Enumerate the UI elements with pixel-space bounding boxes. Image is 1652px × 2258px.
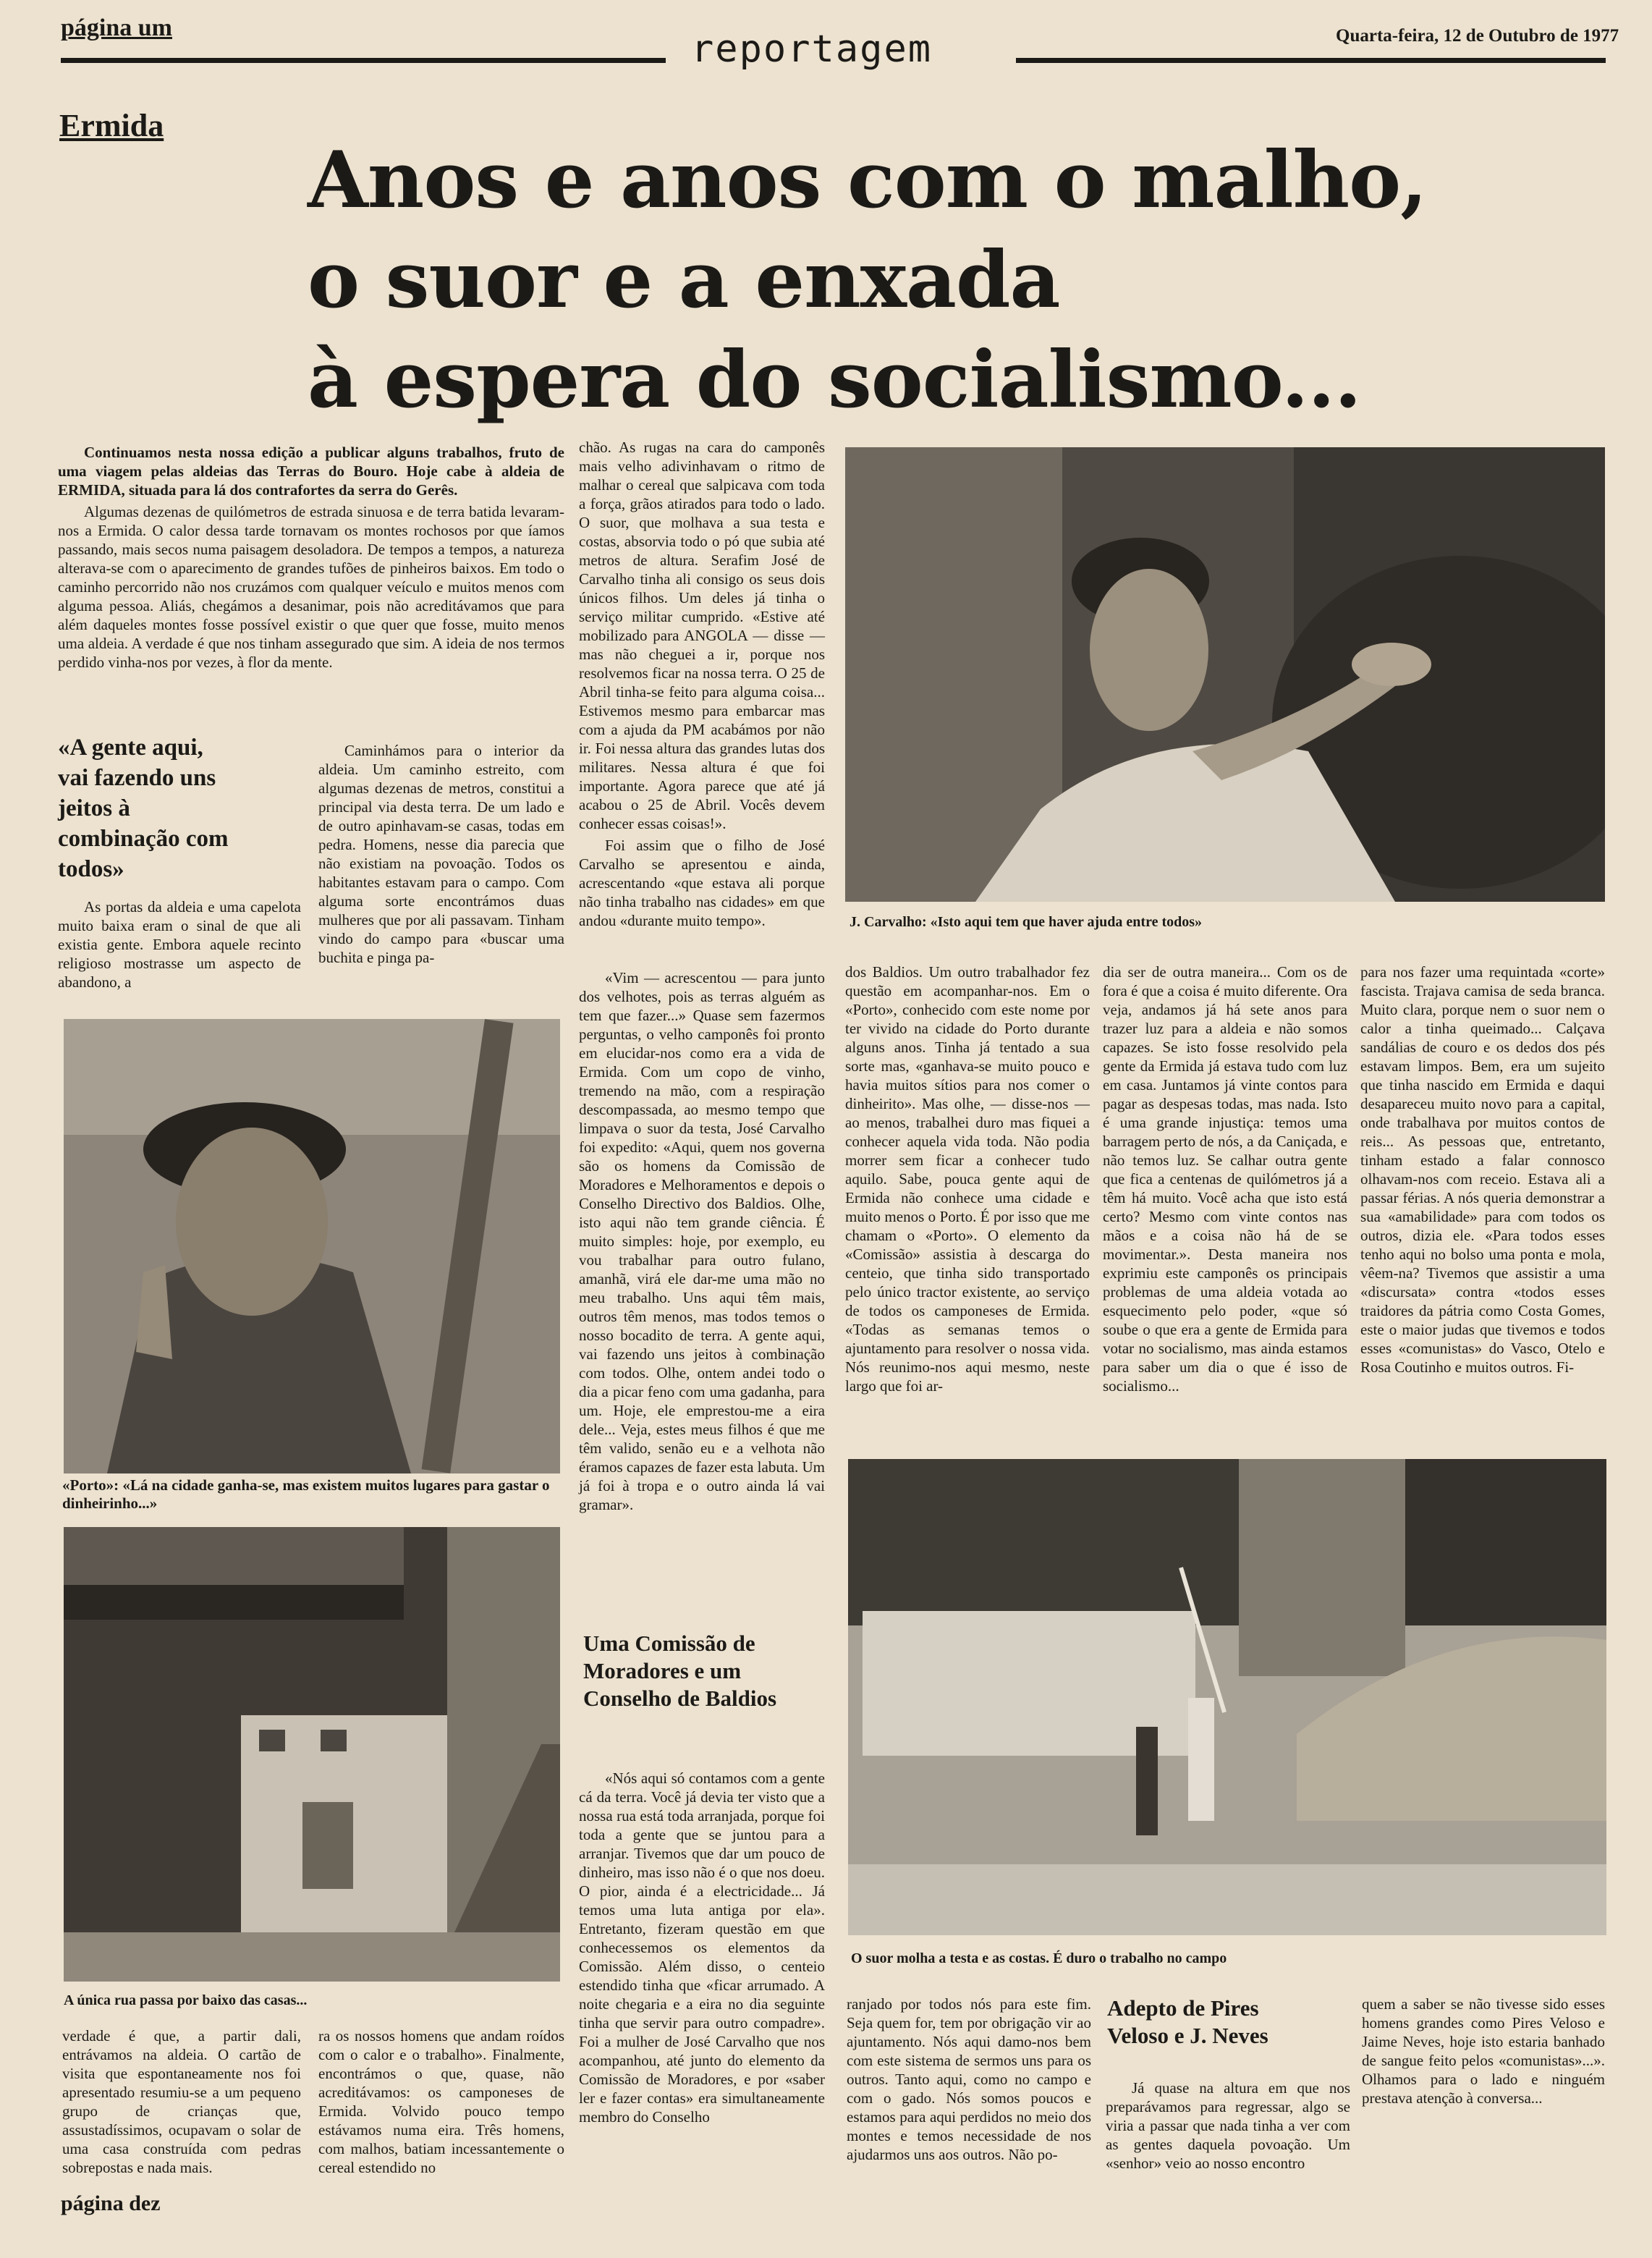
column-1-mid xyxy=(58,897,301,994)
paragraph: verdade é que, a partir dali, entrávamos na aldeia. O cartão de visita que espontaneamente nos foi apresentado resumiu-se a um pequeno grupo de crianças que, assustadíssimos, ocupavam o solar de uma casa construída com pedras sobrepostas e nada mais. xyxy=(62,2027,301,2176)
photo-street-image xyxy=(64,1527,560,1982)
photo-street xyxy=(64,1527,560,1982)
photo-carvalho-image xyxy=(845,447,1605,902)
headline xyxy=(308,130,1436,430)
issue-date: Quarta-feira, 12 de Outubro de 1977 xyxy=(1336,26,1619,46)
headline-line-3: à espera do socialismo... xyxy=(308,334,1361,426)
column-2-bottom xyxy=(318,2026,564,2180)
caption-field: O suor molha a testa e as costas. É duro o trabalho no campo xyxy=(851,1950,1227,1966)
header-rule-left xyxy=(61,58,666,63)
paragraph: «Vim — acrescentou — para junto dos velhotes, pois as terras alguém as tem que fazer...» Quase sem fazermos perguntas, o velho camponês foi pronto em elucidar-nos como era a vida de Ermida. Com um copo de vinho, tremendo na mão, com a respiração descompassada, ao mesmo tempo que limpava o suor da testa, José Carvalho foi expedito: «Aqui, quem nos governa são os homens da Comissão de Moradores e Melhoramentos e depois o Conselho Directivo dos Baldios. Olhe, isto aqui não tem grande ciência. É muito simples: hoje, por exemplo, eu vou trabalhar para outro fulano, amanhã, virá ele dar-me uma mão no meu trabalho. Uns aqui têm mais, outros têm menos, mas todos temos o nosso bocadito de terra. A gente aqui, vai fazendo uns jeitos à combinação com todos. Olhe, ontem andei todo o dia a picar feno com uma gadanha, para um. Hoje, ele emprestou-me a eira dele... Veja, estes meus filhos é que me têm valido, senão eu e a velhota não éramos capazes de fazer esta labuta. Um já foi à tropa e o outro ainda lá vai gramar». xyxy=(579,969,825,1513)
paragraph: quem a saber se não tivesse sido esses homens grandes como Pires Veloso e Jaime Neves, hoje isto estaria banhado de sangue feito pelos «comunistas»...». Olhamos para o lado e ninguém prestava atenção à conversa... xyxy=(1362,1995,1605,2107)
kicker: Ermida xyxy=(59,108,164,143)
caption-porto: «Porto»: «Lá na cidade ganha-se, mas existem muitos lugares para gastar o dinheirinho...» xyxy=(62,1476,550,1512)
column-1-bottom xyxy=(62,2026,301,2180)
column-5-mid xyxy=(1103,963,1347,1398)
paragraph: chão. As rugas na cara do camponês mais velho adivinhavam o ritmo de malhar o cereal que salpicava com toda a força, grãos atirados para todo o lado. O suor, que molhava a sua testa e costas, absorvia todo o pó que subia até metros de altura. Serafim José de Carvalho tinha ali consigo os seus dois únicos filhos. Um deles já tinha o serviço militar cumprido. «Estive até mobilizado para ANGOLA — disse — mas não cheguei a ir, porque nos resolvemos ficar na nossa terra. O 25 de Abril tinha-se feito para alguma coisa... Estivemos mesmo para embarcar mas com a ajuda da PM acabámos por não ir. Foi nessa altura das grandes lutas dos militares. Nessa altura é que foi importante. Agora parece que até já acabou o 25 de Abril. Vocês devem conhecer essas coisas!». xyxy=(579,439,825,832)
photo-field xyxy=(848,1459,1606,1935)
paragraph: «Nós aqui só contamos com a gente cá da terra. Você já devia ter visto que a nossa rua está toda arranjada, porque foi toda a gente que se juntou para a arranjar. Tivemos que dar um pouco de dinheiro, mas isso não é o que nos doeu. O pior, ainda é a electricidade... Já temos uma luta antiga por ela». Entretanto, fizeram questão em que conhecessemos os elementos da Comissão. Além disso, o centeio estendido tinha que «ficar arrumado. A noite chegaria e a eira no dia seguinte tinha que servir para outro compadre». Foi a mulher de José Carvalho que nos acompanhou, até junto do elemento da Comissão de Moradores, e por «saber ler e fazer contas» era simultaneamente membro do Conselho xyxy=(579,1769,825,2126)
column-3-bottom xyxy=(579,1769,825,2129)
section-label-left: página um xyxy=(61,14,172,41)
paragraph: As portas da aldeia e uma capelota muito baixa eram o sinal de que ali existia gente. Embora aquele recinto religioso mostrasse um aspecto de abandono, a xyxy=(58,898,301,991)
photo-porto-image xyxy=(64,1019,560,1473)
header-rule-right xyxy=(1016,58,1606,63)
headline-line-1: Anos e anos com o malho, xyxy=(308,135,1427,226)
column-6-bottom xyxy=(1362,1995,1605,2110)
column-4-mid xyxy=(845,963,1090,1398)
paragraph: Foi assim que o filho de José Carvalho se apresentou e ainda, acrescentando «que estava ali porque não tinha trabalho nas cidades» em que andou «durante muito tempo». xyxy=(579,837,825,929)
article-intro xyxy=(58,443,564,675)
headline-line-2: o suor e a enxada xyxy=(308,234,1060,326)
photo-field-image xyxy=(848,1459,1606,1935)
paragraph: dia ser de outra maneira... Com os de fora é que a coisa é muito diferente. Ora veja, andamos já há sete anos para trazer luz para a aldeia e não somos capazes. Se isto fosse resolvido pela gente da Ermida já estava tudo com luz em casa. Juntamos já vinte contos para pagar as despesas todas, mas nada. Isto é uma grande injustiça: temos uma barragem perto de nós, a da Caniçada, e não temos luz. Se calhar outra gente que fica a centenas de quilómetros já a têm há muito. Você acha que isto está certo? Mesmo com vinte contos nas mãos e a coisa não há de se movimentar.». Desta maneira nos exprimiu este camponês os principais problemas de uma aldeia votada ao esquecimento pelo poder, «que só soube o que era a gente de Ermida para votar no socialismo, mas ainda estamos para saber um dia o que é isso de socialismo... xyxy=(1103,963,1347,1395)
column-6-mid xyxy=(1360,963,1605,1379)
paragraph: dos Baldios. Um outro trabalhador fez questão em acompanhar-nos. Em o «Porto», conhecido com este nome por ter vivido na cidade do Porto durante alguns anos. Tinha já tentado a sua sorte mas, «ganhava-se muito pouco e havia muitos sítios para nos comer o dinheirito». Mas olhe, — disse-nos — ao menos, trabalhei duro mas fiquei a conhecer aquela vida toda. Não podia morrer sem ficar a conhecer tudo aquilo. Sabe, pouca gente aqui de Ermida não conhece uma cidade e muito menos o Porto. É por isso que me chamam o «Porto». O elemento da «Comissão» assistia à descarga do centeio, que tinha sido transportado pelo único tractor existente, ao serviço de todos os camponeses de Ermida. «Todas as semanas temos o ajuntamento para resolver o nossa vida. Nós reunimo-nos aqui mesmo, neste largo que foi ar- xyxy=(845,963,1090,1395)
section-title: reportagem xyxy=(691,28,933,71)
paragraph: Caminhámos para o interior da aldeia. Um caminho estreito, com algumas dezenas de metros, constitui a principal via desta terra. De um lado e de outro apinhavam-se casas, todas em pedra. Homens, nesse dia parecia que não existiam na povoação. Todos os habitantes estavam para o campo. Com alguma sorte encontrámos duas mulheres que por ali passavam. Tinham vindo do campo para «buscar uma buchita e pinga pa- xyxy=(318,742,564,966)
column-2-mid xyxy=(318,741,564,970)
paragraph: para nos fazer uma requintada «corte» fascista. Trajava camisa de seda branca. Muito clara, porque nem o suor nem o calor a tinha queimado... Calçava sandálias de couro e os dedos dos pés estavam limpos. Bem, era um sujeito que tinha nascido em Ermida e daqui desapareceu muito novo para a capital, onde trabalhava por muitos contos de reis... As pessoas que, entretanto, tinham estado a falar connosco olhavam-nos com receio. Estava ali a passar férias. A nós queria demonstrar a sua «amabilidade» para com todos os outros, dizia ele. «Para todos esses tenho aqui no bolso uma ponta e mola, vêem-na? Tivemos que assistir a uma «discursata» contra «todos esses traidores da pátria como Costa Gomes, este o maior judas que tivemos e todos esses «comunistas» do Vasco, Otelo e Rosa Coutinho e muitos outros. Fi- xyxy=(1360,963,1605,1376)
lede-paragraph: Continuamos nesta nossa edição a publicar alguns trabalhos, fruto de uma viagem pelas aldeias das Terras do Bouro. Hoje cabe à aldeia de ERMIDA, situada para lá dos contrafortes da serra do Gerês. xyxy=(58,444,564,499)
photo-carvalho xyxy=(845,447,1605,902)
intro-paragraph: Algumas dezenas de quilómetros de estrada sinuosa e de terra batida levaram-nos a Ermida. O calor dessa tarde tornavam os montes rochosos por que íamos passando, mais secos numa paisagem desoladora. De tempos a tempos, a natureza alterava-se com o aparecimento de grandes tufões de pinheiros baixos. Em todo o caminho percorrido não nos cruzámos com qualquer veículo e muitos menos com alguma pessoa. Aliás, chegámos a desanimar, pois não acreditávamos que para além daqueles montes fosse possível existir o que quer que fosse, muito menos uma aldeia. A verdade é que nos tinham assegurado que sim. A ideia de nos termos perdido vinha-nos por vezes, à flor da mente. xyxy=(58,503,564,671)
column-5-bottom xyxy=(1106,2079,1350,2175)
column-3-continued xyxy=(579,968,825,1517)
subheading-comissao: Uma Comissão de Moradores e um Conselho de Baldios xyxy=(583,1631,777,1711)
caption-street: A única rua passa por baixo das casas... xyxy=(64,1992,308,2008)
paragraph: ranjado por todos nós para este fim. Seja quem for, tem por obrigação vir ao ajuntamento. Nós aqui damo-nos bem com este sistema de sermos uns para os outros. Tanto aqui, como no campo e com o gado. Nós somos poucos e estamos para aqui perdidos no meio dos montes e temos necessidade de nos ajudarmos uns aos outros. Não po- xyxy=(847,1995,1091,2163)
column-4-bottom xyxy=(847,1995,1091,2167)
photo-porto xyxy=(64,1019,560,1473)
page-footer: página dez xyxy=(61,2191,161,2215)
pull-quote: «A gente aqui, vai fazendo uns jeitos à combinação com todos» xyxy=(58,735,229,882)
caption-carvalho: J. Carvalho: «Isto aqui tem que haver ajuda entre todos» xyxy=(850,914,1203,930)
paragraph: Já quase na altura em que nos preparávamos para regressar, algo se viria a passar que nada tinha a ver com as gentes daquela povoação. Um «senhor» veio ao nosso encontro xyxy=(1106,2079,1350,2172)
column-3-top xyxy=(579,438,825,933)
subheading-adepto: Adepto de Pires Veloso e J. Neves xyxy=(1107,1995,1268,2048)
paragraph: ra os nossos homens que andam roídos com o calor e o trabalho». Finalmente, encontrámos o que, quase, não acreditávamos: os camponeses de Ermida. Volvido pouco tempo estávamos numa eira. Três homens, com malhos, batiam incessantemente o cereal estendido no xyxy=(318,2027,564,2176)
